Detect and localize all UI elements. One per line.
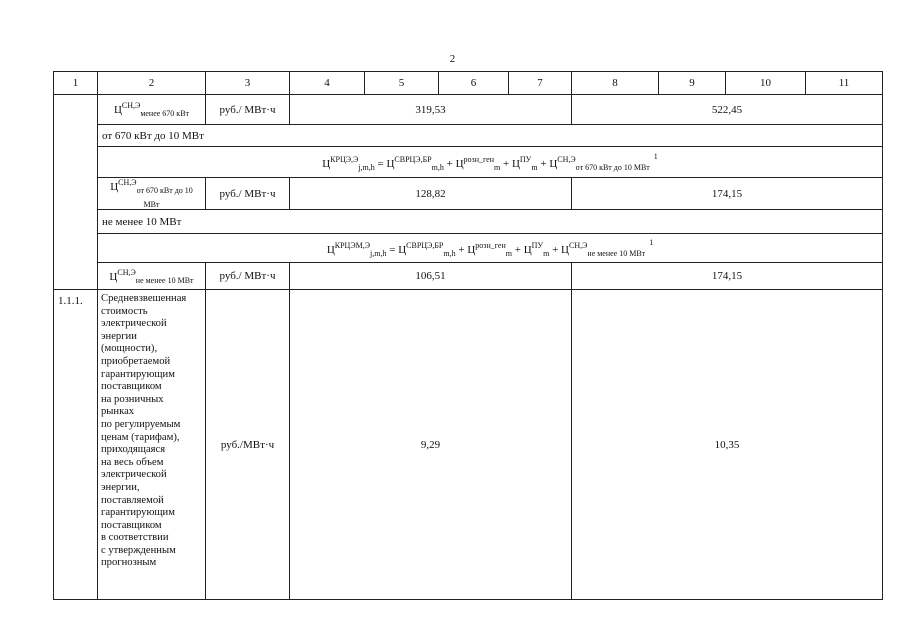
tariff-symbol: $Ц^{СН,Э}_{не менее 10 МВт}$ [98, 263, 206, 290]
col-header: 3 [206, 72, 290, 95]
unit-cell: руб./ МВт·ч [206, 95, 290, 125]
unit-cell: руб./МВт·ч [206, 290, 290, 600]
col-header: 11 [806, 72, 883, 95]
header-row [54, 72, 883, 95]
formula: $Ц^{КРЦЭМ,Э}_{j,m,h} = Ц^{СВРЦЭ,БР}_{m,h} + Ц^{розн\_ген}_m + Ц^{ПУ}_m + Ц^{СН,Э}_{не менее 10 МВт}^1$ [98, 234, 883, 263]
description-cell: Средневзвешенная стоимость электрической энергии (мощности), приобретаемой гарантирующим поставщиком на розничных рынках по регулируемым ценам (тарифам), приходящаяся на весь объем электрической энергии, поставляемой гарантирующим поставщиком в соответствии с утвержденным прогнозным [98, 290, 206, 600]
value-cell: 106,51 [290, 263, 572, 290]
table-row [54, 95, 883, 125]
col-header: 8 [572, 72, 659, 95]
value-cell: 9,29 [290, 290, 572, 600]
section-row [54, 210, 883, 234]
tariff-table [53, 71, 883, 600]
unit-cell: руб./ МВт·ч [206, 263, 290, 290]
number-cell-empty [54, 95, 98, 290]
col-header: 1 [54, 72, 98, 95]
col-header: 2 [98, 72, 206, 95]
formula: $Ц^{КРЦЭ,Э}_{j,m,h} = Ц^{СВРЦЭ,БР}_{m,h} + Ц^{розн\_ген}_m + Ц^{ПУ}_m + Ц^{СН,Э}_{от 670 кВт до 10 МВт}^1$ [98, 147, 883, 178]
formula-row [54, 234, 883, 263]
tariff-symbol: $Ц^{СН,Э}_{от 670 кВт до 10 МВт}$ [98, 178, 206, 210]
table-row [54, 178, 883, 210]
value-cell: 174,15 [572, 263, 883, 290]
col-header: 5 [365, 72, 439, 95]
col-header: 7 [509, 72, 572, 95]
col-header: 10 [726, 72, 806, 95]
value-cell: 174,15 [572, 178, 883, 210]
value-cell: 522,45 [572, 95, 883, 125]
section-row [54, 125, 883, 147]
formula-row [54, 147, 883, 178]
col-header: 6 [439, 72, 509, 95]
col-header: 4 [290, 72, 365, 95]
value-cell: 10,35 [572, 290, 883, 600]
unit-cell: руб./ МВт·ч [206, 178, 290, 210]
section-label: от 670 кВт до 10 МВт [98, 125, 883, 147]
table-row [54, 290, 883, 600]
value-cell: 319,53 [290, 95, 572, 125]
row-number: 1.1.1. [54, 290, 98, 600]
value-cell: 128,82 [290, 178, 572, 210]
section-label: не менее 10 МВт [98, 210, 883, 234]
tariff-symbol: $Ц^{СН,Э}_{менее 670 кВт}$ [98, 95, 206, 125]
table-row [54, 263, 883, 290]
col-header: 9 [659, 72, 726, 95]
page-number: 2 [449, 53, 456, 65]
